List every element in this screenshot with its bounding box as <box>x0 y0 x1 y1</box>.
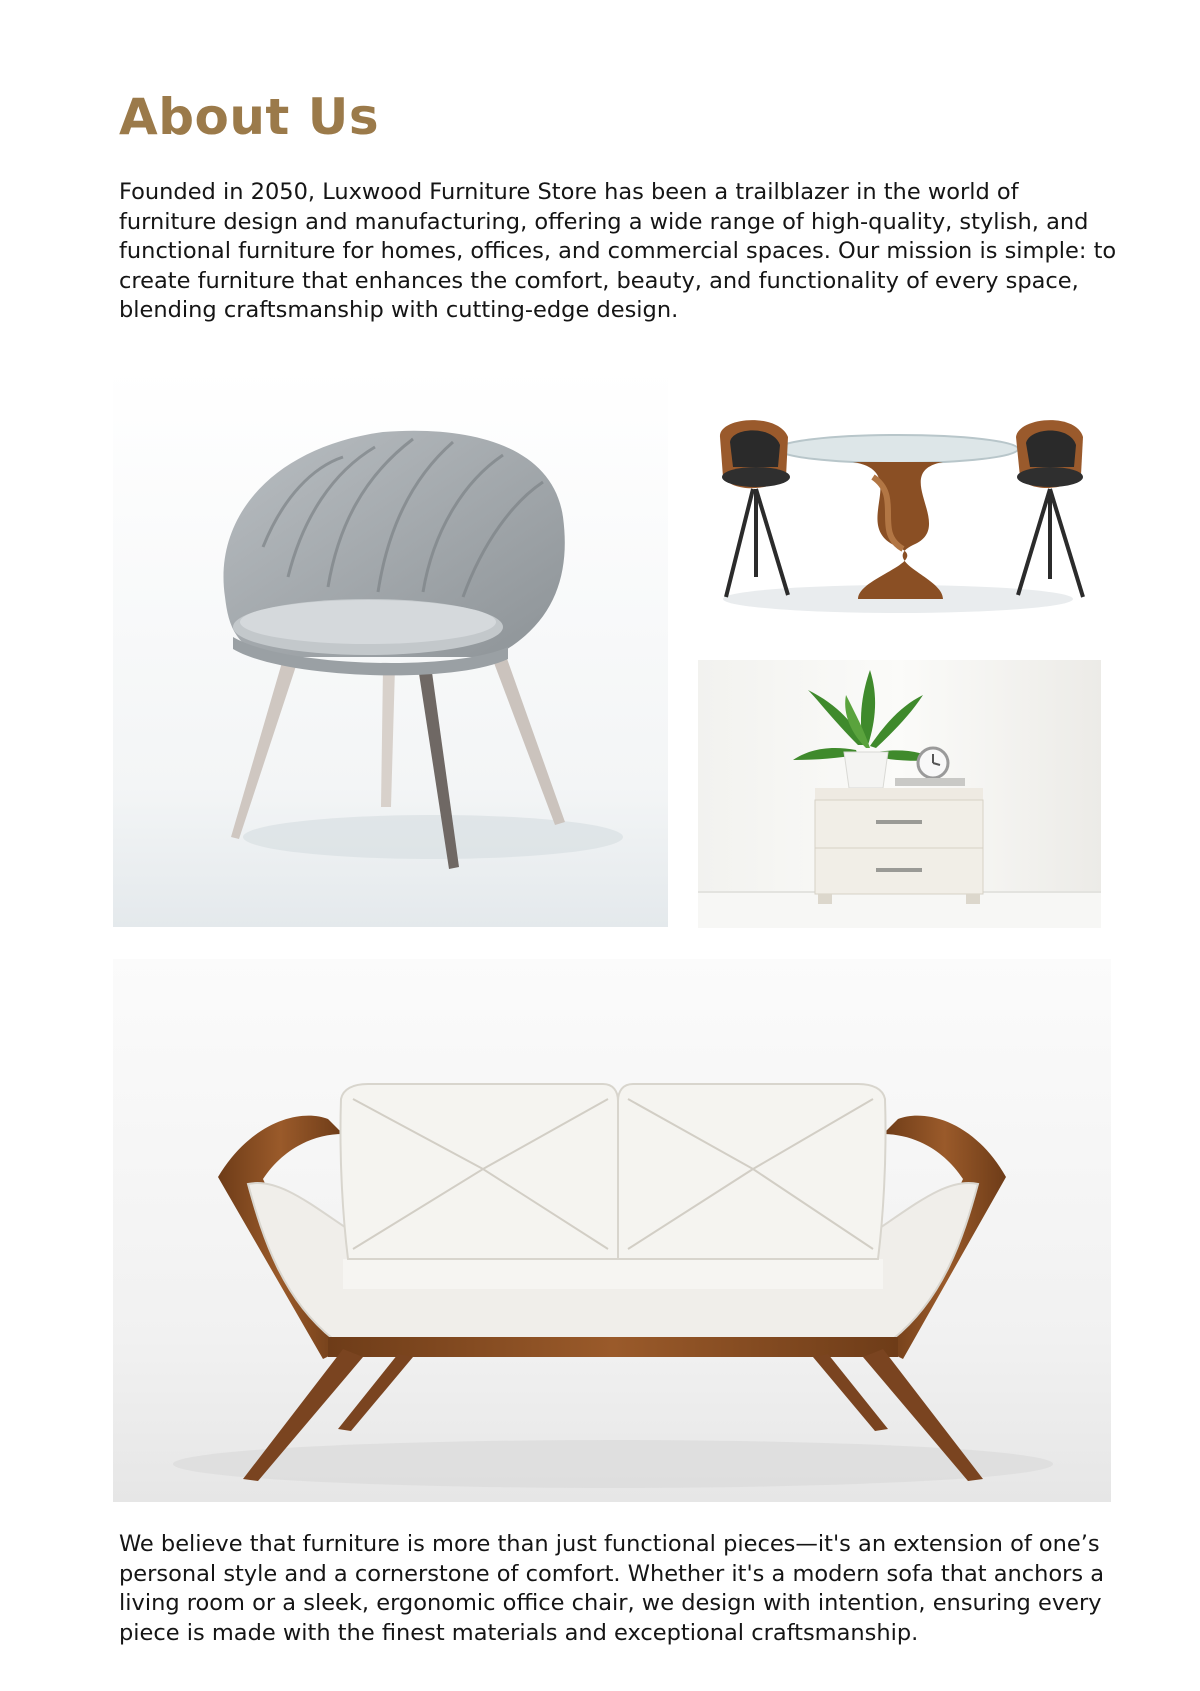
nightstand-photo <box>698 660 1101 928</box>
grey-shell-chair-photo <box>113 367 668 927</box>
dining-set-photo <box>698 367 1101 635</box>
closing-paragraph: We believe that furniture is more than just functional pieces—it's an extension of one’s personal style and a cornerstone of comfort. Whether it's a modern sofa that anchors a living room or a sleek, ergonomic office chair, we design with intention, ensuring every piece is made with the finest materials and exceptional craftsmanship. <box>119 1531 1105 1646</box>
intro-paragraph: Founded in 2050, Luxwood Furniture Store has been a trailblazer in the world of furniture design and manufacturing, offering a wide range of high-quality, stylish, and functional furniture for homes, offices, and commercial spaces. Our mission is simple: to create furniture that enhances the comfort, beauty, and functionality of every space, blending craftsmanship with cutting-edge design. <box>119 179 1117 323</box>
page-title: About Us <box>119 88 380 146</box>
white-sofa-photo <box>113 959 1111 1502</box>
